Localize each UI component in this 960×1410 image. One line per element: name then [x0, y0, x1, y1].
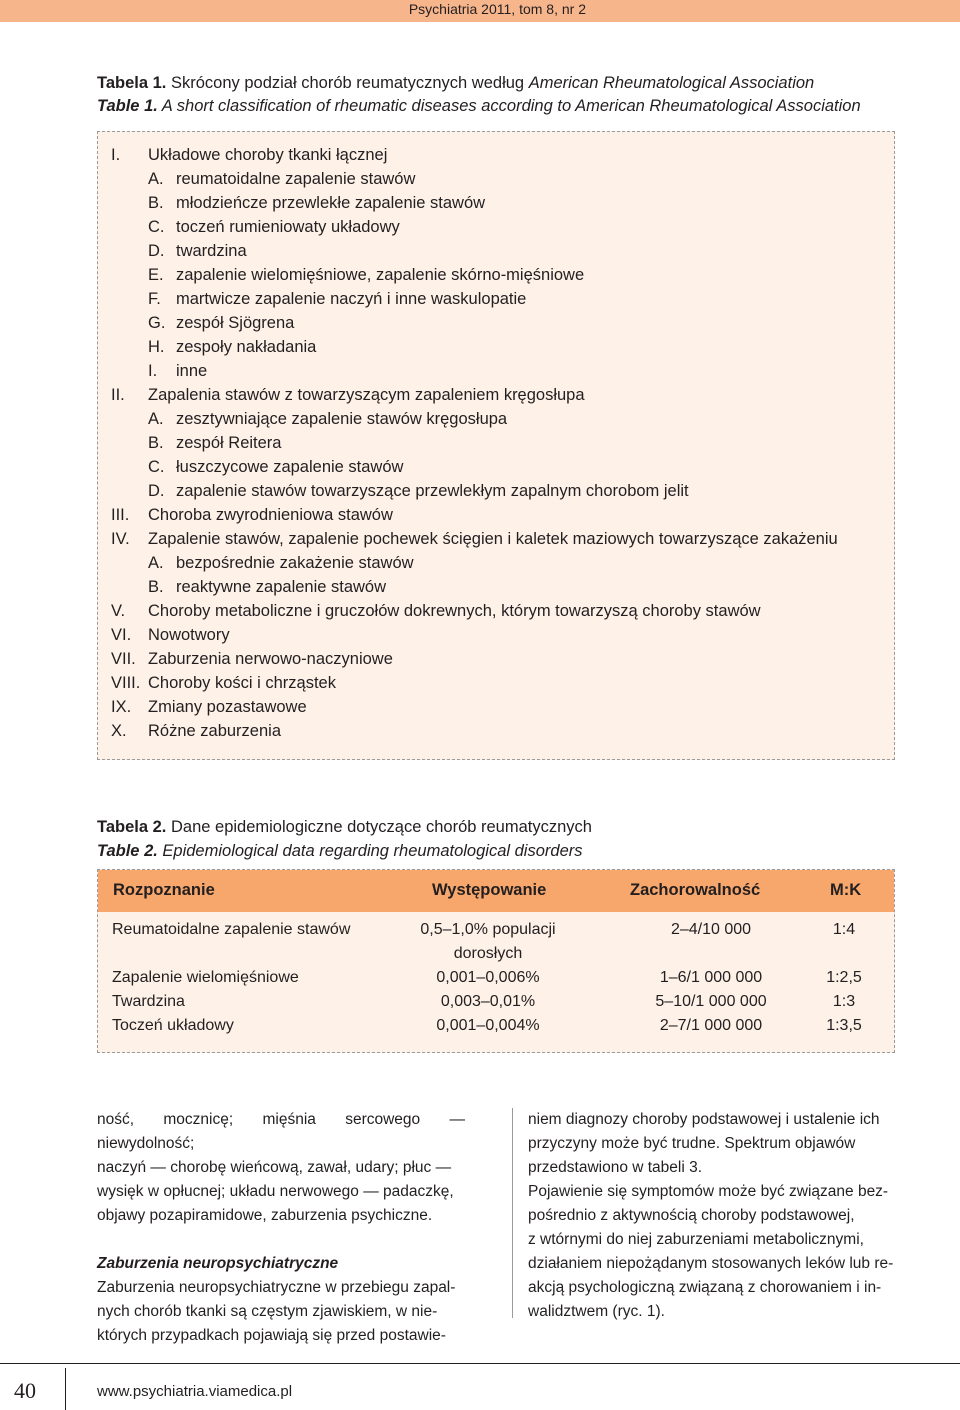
text-line: Pojawienie się symptomów może być związane bez-: [528, 1183, 889, 1200]
table2-caption-pl: Tabela 2. Dane epidemiologiczne dotyczące chorób reumatycznych: [97, 818, 592, 836]
table-cell: Zapalenie wielomięśniowe: [112, 969, 299, 986]
text-line: naczyń — chorobę wieńcową, zawał, udary; płuc —: [97, 1159, 452, 1176]
list-item: [111, 239, 838, 263]
table-cell: 5–10/1 000 000: [655, 993, 767, 1010]
journal-reference: Psychiatria 2011, tom 8, nr 2: [408, 1, 586, 17]
list-item-text: zespoły nakładania: [176, 338, 317, 356]
list-item-number: A.: [148, 170, 164, 188]
table2-caption-en: Table 2. Epidemiological data regarding rheumatological disorders: [97, 842, 583, 860]
page-number: 40: [14, 1378, 36, 1403]
list-item: [111, 335, 838, 359]
list-item: [111, 167, 838, 191]
table2-header-row: [98, 870, 894, 912]
list-item-text: zespół Sjögrena: [176, 314, 295, 332]
table1-box: [97, 131, 895, 760]
list-item: [111, 599, 838, 623]
list-item-number: IX.: [111, 698, 132, 716]
list-item-text: Układowe choroby tkanki łącznej: [148, 146, 388, 164]
list-item-text: bezpośrednie zakażenie stawów: [176, 554, 414, 572]
list-item-text: zapalenie wielomięśniowe, zapalenie skórno-mięśniowe: [176, 266, 585, 284]
table-cell: dorosłych: [453, 945, 523, 962]
list-item-number: II.: [111, 386, 125, 404]
text-line: przyczyny może być trudne. Spektrum objawów: [528, 1135, 856, 1152]
column-divider: [512, 1108, 513, 1318]
text-line: wysięk w opłucnej; układu nerwowego — padaczkę,: [97, 1183, 454, 1200]
list-item: [111, 431, 838, 455]
list-item-number: C.: [148, 458, 165, 476]
list-item: [111, 191, 838, 215]
list-item-text: Zmiany pozastawowe: [148, 698, 307, 716]
table-cell: 1:4: [832, 921, 856, 938]
list-item: [111, 671, 838, 695]
list-item-number: B.: [148, 194, 164, 212]
list-item: [111, 575, 838, 599]
table-cell: 0,001–0,004%: [436, 1017, 540, 1034]
text-line: niem diagnozy choroby podstawowej i ustalenie ich: [528, 1111, 880, 1128]
list-item: [111, 407, 838, 431]
left-column: [97, 1108, 465, 1348]
list-item: [111, 455, 838, 479]
list-item-number: B.: [148, 578, 164, 596]
text-line: objawy pozapiramidowe, zaburzenia psychiczne.: [97, 1207, 433, 1224]
list-item: [111, 527, 838, 551]
list-item-text: zespół Reitera: [176, 434, 282, 452]
text-line: z wtórnymi do niej zaburzeniami metabolicznymi,: [528, 1231, 864, 1248]
list-item-number: C.: [148, 218, 165, 236]
list-item-text: inne: [176, 362, 208, 380]
list-item-number: X.: [111, 722, 127, 740]
list-item: [111, 623, 838, 647]
text-line: walidztwem (ryc. 1).: [528, 1303, 665, 1320]
list-item-text: toczeń rumieniowaty układowy: [176, 218, 400, 236]
list-item-number: A.: [148, 554, 164, 572]
list-item: [111, 551, 838, 575]
list-item-number: I.: [111, 146, 121, 164]
table-cell: 1:3,5: [826, 1017, 862, 1034]
table1-caption-en: Table 1. A short classification of rheumatic diseases according to American Rheumatological Association: [97, 97, 861, 115]
list-item: [111, 383, 838, 407]
list-item-number: D.: [148, 482, 165, 500]
list-item: [111, 647, 838, 671]
table-cell: 0,003–0,01%: [440, 993, 536, 1010]
footer-divider: [65, 1368, 66, 1410]
footer-url[interactable]: www.psychiatria.viamedica.pl: [97, 1383, 293, 1400]
list-item: [111, 215, 838, 239]
list-item-text: Zapalenie stawów, zapalenie pochewek ścięgien i kaletek maziowych towarzyszące zakażeniu: [148, 530, 838, 548]
list-item: [111, 479, 838, 503]
list-item-number: H.: [148, 338, 165, 356]
text-line: akcją psychologiczną związaną z chorowaniem i in-: [528, 1279, 882, 1296]
list-item-number: B.: [148, 434, 164, 452]
header-zachorowalnosc: Zachorowalność: [630, 881, 761, 899]
table-cell: 1:2,5: [826, 969, 862, 986]
table-cell: 1:3: [832, 993, 856, 1010]
list-item-text: młodzieńcze przewlekłe zapalenie stawów: [176, 194, 486, 212]
header-wystepowanie: Występowanie: [432, 881, 547, 899]
text-line: działaniem niepożądanym stosowanych leków lub re-: [528, 1255, 894, 1272]
list-item-number: G.: [148, 314, 166, 332]
header-mk: M:K: [830, 881, 862, 899]
table1-caption-pl: Tabela 1. Skrócony podział chorób reumatycznych według American Rheumatological Association: [97, 74, 815, 92]
list-item-text: Zapalenia stawów z towarzyszącym zapaleniem kręgosłupa: [148, 386, 585, 404]
list-item: [111, 695, 838, 719]
list-item-number: V.: [111, 602, 126, 620]
list-item-text: Różne zaburzenia: [148, 722, 281, 740]
text-line: Zaburzenia neuropsychiatryczne w przebiegu zapal-: [97, 1279, 456, 1296]
list-item-text: Choroba zwyrodnieniowa stawów: [148, 506, 393, 524]
list-item-number: E.: [148, 266, 164, 284]
list-item-number: F.: [148, 290, 161, 308]
text-line: ność, mocznicę; mięśnia sercowego — niewydolność;: [97, 1111, 465, 1152]
list-item: [111, 719, 838, 743]
right-column: [528, 1108, 896, 1324]
header-rozpoznanie: Rozpoznanie: [113, 881, 215, 899]
table-cell: Reumatoidalne zapalenie stawów: [112, 921, 351, 938]
list-item-text: zesztywniające zapalenie stawów kręgosłupa: [176, 410, 508, 428]
list-item: [111, 311, 838, 335]
table-cell: Twardzina: [112, 993, 185, 1010]
list-item-text: Nowotwory: [148, 626, 230, 644]
list-item-text: łuszczycowe zapalenie stawów: [176, 458, 404, 476]
list-item-text: martwicze zapalenie naczyń i inne waskulopatie: [176, 290, 527, 308]
list-item-number: III.: [111, 506, 130, 524]
table-cell: 0,5–1,0% populacji: [420, 921, 556, 938]
list-item-text: Choroby kości i chrząstek: [148, 674, 336, 692]
table-cell: 2–7/1 000 000: [659, 1017, 763, 1034]
list-item-number: IV.: [111, 530, 130, 548]
list-item: [111, 503, 838, 527]
table-cell: Toczeń układowy: [112, 1017, 234, 1034]
list-item-number: D.: [148, 242, 165, 260]
text-line: pośrednio z aktywnością choroby podstawowej,: [528, 1207, 855, 1224]
list-item-text: twardzina: [176, 242, 247, 260]
list-item-text: reumatoidalne zapalenie stawów: [176, 170, 416, 188]
list-item-text: Zaburzenia nerwowo-naczyniowe: [148, 650, 393, 668]
footer-rule: [0, 1363, 960, 1364]
table1-list: [111, 143, 838, 743]
list-item: [111, 263, 838, 287]
list-item-text: Choroby metaboliczne i gruczołów dokrewnych, którym towarzyszą choroby stawów: [148, 602, 761, 620]
list-item-number: A.: [148, 410, 164, 428]
list-item: [111, 143, 838, 167]
list-item-number: VII.: [111, 650, 136, 668]
table-cell: 2–4/10 000: [670, 921, 752, 938]
text-line: nych chorób tkanki są częstym zjawiskiem, w nie-: [97, 1303, 438, 1320]
list-item-number: VIII.: [111, 674, 141, 692]
table-cell: 0,001–0,006%: [436, 969, 540, 986]
list-item-number: I.: [148, 362, 158, 380]
table2-box: [97, 869, 895, 1053]
page-header-band: [0, 0, 960, 22]
list-item-number: VI.: [111, 626, 132, 644]
table-cell: 1–6/1 000 000: [659, 969, 763, 986]
list-item: [111, 359, 838, 383]
section-heading: Zaburzenia neuropsychiatryczne: [97, 1255, 339, 1272]
list-item: [111, 287, 838, 311]
text-line: przedstawiono w tabeli 3.: [528, 1159, 703, 1176]
list-item-text: zapalenie stawów towarzyszące przewlekłym zapalnym chorobom jelit: [176, 482, 689, 500]
list-item-text: reaktywne zapalenie stawów: [176, 578, 387, 596]
text-line: których przypadkach pojawiają się przed postawie-: [97, 1327, 446, 1344]
